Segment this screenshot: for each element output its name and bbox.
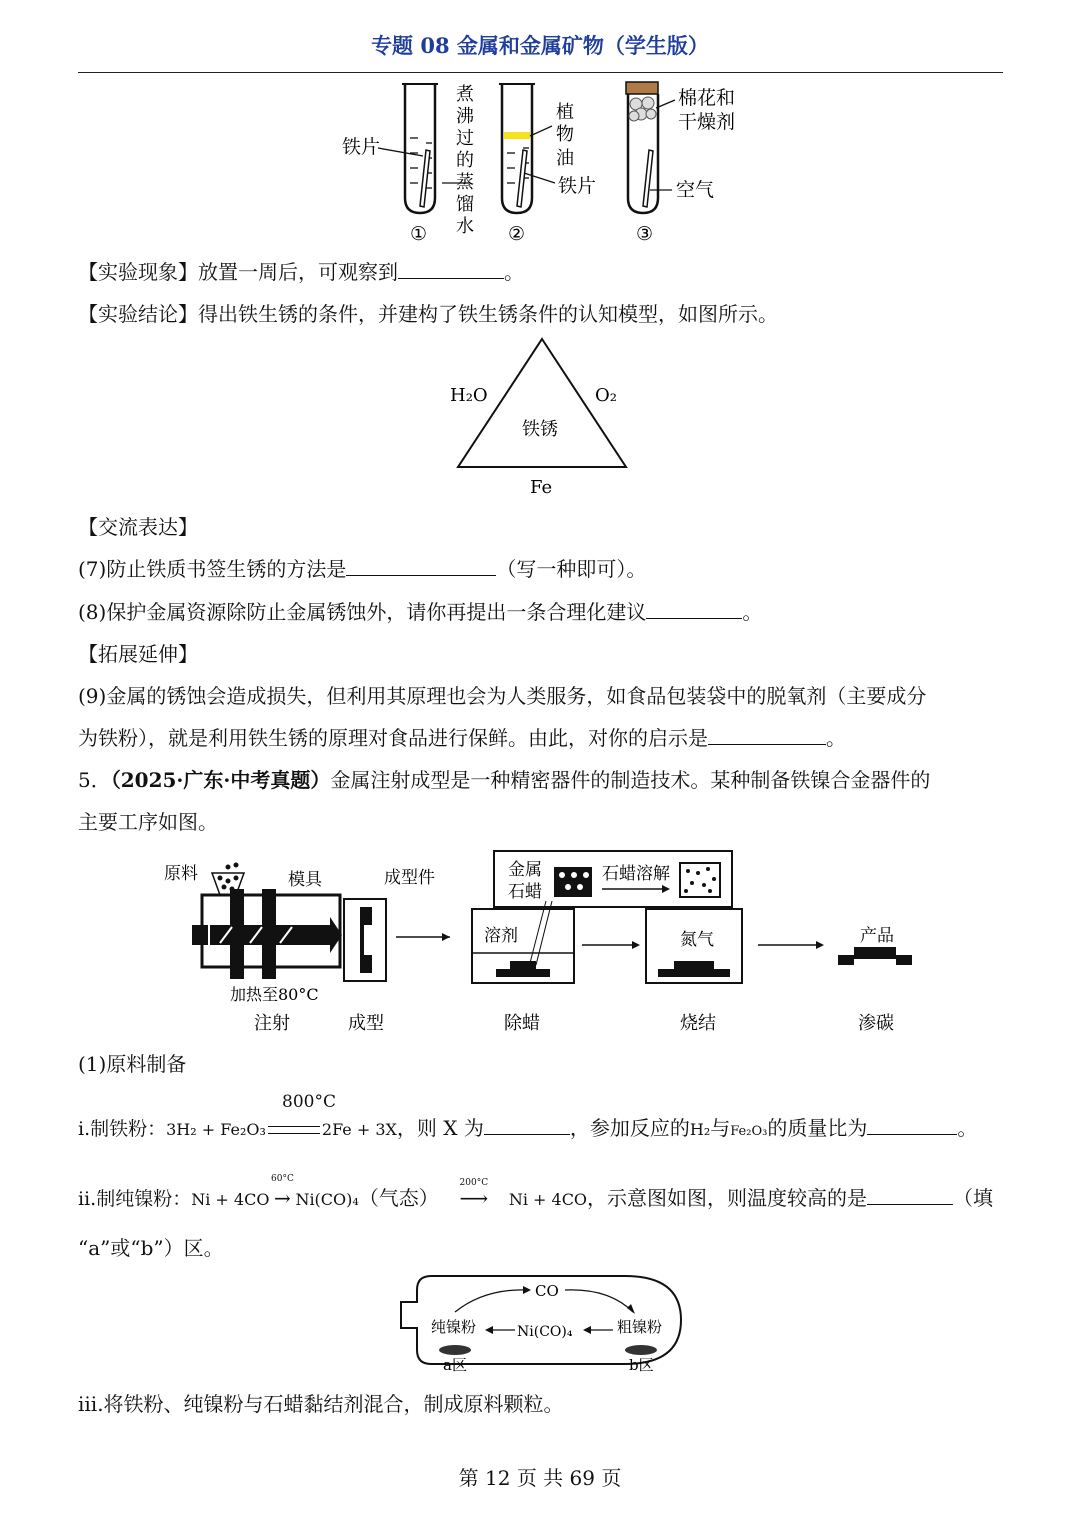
rust-condition-triangle — [440, 335, 640, 505]
tube2-iron-label: 铁片 — [558, 175, 597, 197]
metal-label: 金属 — [508, 860, 542, 880]
question-5-line1: 5．（2025·广东·中考真题）金属注射成型是一种精密器件的制造技术。某种制备铁镍合金器件的 — [78, 768, 931, 792]
svg-text:蒸: 蒸 — [456, 172, 474, 193]
iron-strip-3 — [643, 150, 653, 207]
answer-blank[interactable] — [346, 557, 496, 576]
question-iii: ⅲ.将铁粉、纯镍粉与石蜡黏结剂混合，制成原料颗粒。 — [78, 1392, 564, 1416]
triangle-oxygen: O₂ — [595, 385, 617, 406]
svg-text:过: 过 — [456, 128, 474, 149]
svg-text:物: 物 — [556, 124, 574, 145]
tube-number-2: ② — [508, 223, 526, 245]
question-i: ⅰ.制铁粉：3H₂ + Fe₂O₃ 2Fe + 3X，则 X 为 ，参加反应的H₂与Fe₂O₃的质量比为 。 — [78, 1116, 978, 1140]
test-tubes-figure — [330, 78, 760, 248]
svg-text:植: 植 — [556, 102, 574, 123]
question-9-line2: 为铁粉），就是利用铁生锈的原理对食品进行保鲜。由此，对你的启示是 。 — [78, 726, 846, 750]
process-figure — [150, 845, 930, 1040]
question-5-line2: 主要工序如图。 — [78, 810, 218, 834]
cotton-desiccant — [629, 97, 656, 121]
crude-nickel-label: 粗镍粉 — [617, 1318, 663, 1336]
tube3-cotton-label: 棉花和 — [678, 87, 736, 109]
experiment-phenomenon: 【实验现象】放置一周后，可观察到 。 — [78, 260, 524, 284]
triangle-iron: Fe — [530, 477, 553, 498]
svg-text:馏: 馏 — [456, 194, 474, 215]
test-tube-1 — [405, 84, 435, 213]
tube3-stopper — [626, 82, 658, 94]
triangle-rust: 铁锈 — [522, 419, 558, 440]
iron-strip-1 — [420, 150, 430, 207]
nickel-tube-figure — [395, 1270, 685, 1375]
svg-text:油: 油 — [556, 148, 574, 169]
page-header-title: 专题 08 金属和金属矿物（学生版） — [371, 33, 709, 58]
answer-blank[interactable] — [646, 600, 742, 619]
crude-nickel-pile — [625, 1345, 657, 1355]
section-extend: 【拓展延伸】 — [78, 642, 198, 666]
step-inject: 注射 — [254, 1013, 290, 1034]
region-a-label: a区 — [443, 1356, 467, 1374]
svg-text:煮: 煮 — [456, 84, 474, 105]
answer-blank-region[interactable] — [867, 1186, 953, 1205]
answer-blank-ratio[interactable] — [867, 1116, 957, 1135]
solvent-label: 溶剂 — [484, 926, 518, 946]
co-label: CO — [535, 1282, 559, 1300]
step-sinter: 烧结 — [680, 1013, 716, 1034]
subsection-1: (1)原料制备 — [78, 1052, 187, 1076]
wax-dissolve-label: 石蜡溶解 — [602, 864, 670, 884]
question-8: (8)保护金属资源除防止金属锈蚀外，请你再提出一条合理化建议 。 — [78, 600, 763, 624]
question-ii: ⅱ.制纯镍粉：Ni + 4CO 60°C → Ni(CO)₄（气态） 200°C ⟶ Ni + 4CO，示意图如图，则温度较高的是 （填 — [78, 1174, 994, 1210]
step-form: 成型 — [348, 1013, 384, 1034]
formed-part-label: 成型件 — [384, 868, 435, 888]
wax-label: 石蜡 — [508, 882, 542, 902]
nitrogen-label: 氮气 — [680, 930, 714, 950]
tube3-desiccant-label: 干燥剂 — [678, 111, 736, 133]
mold-label: 模具 — [288, 870, 322, 890]
question-7: (7)防止铁质书签生锈的方法是 （写一种即可）。 — [78, 557, 647, 581]
answer-blank-x[interactable] — [484, 1116, 570, 1135]
header-divider — [78, 72, 1003, 73]
answer-blank[interactable] — [398, 260, 504, 279]
tube2-oil-label — [556, 102, 574, 169]
question-ii-line2: “a”或“b”）区。 — [78, 1236, 224, 1260]
nico-label: Ni(CO)₄ — [517, 1324, 573, 1340]
svg-text:沸: 沸 — [456, 106, 474, 127]
tube-number-3: ③ — [636, 223, 654, 245]
answer-blank[interactable] — [708, 726, 826, 745]
equals-sign — [268, 1126, 320, 1134]
section-exchange: 【交流表达】 — [78, 515, 198, 539]
pure-nickel-pile — [439, 1345, 471, 1355]
tube1-iron-label: 铁片 — [342, 136, 381, 158]
triangle-water: H₂O — [450, 385, 488, 406]
reaction-temp-800: 800°C — [282, 1092, 336, 1112]
heat-label: 加热至80°C — [230, 985, 319, 1004]
step-dewax: 除蜡 — [504, 1013, 540, 1034]
vegetable-oil-layer — [504, 132, 530, 139]
step-carburize: 渗碳 — [858, 1013, 894, 1034]
region-b-label: b区 — [629, 1356, 654, 1374]
raw-material-label: 原料 — [164, 864, 198, 884]
pure-nickel-label: 纯镍粉 — [431, 1318, 477, 1336]
tube1-water-label — [456, 84, 474, 237]
svg-text:的: 的 — [456, 150, 474, 171]
tube-number-1: ① — [410, 223, 428, 245]
svg-text:水: 水 — [456, 216, 474, 237]
product-label: 产品 — [860, 926, 894, 946]
question-9-line1: (9)金属的锈蚀会造成损失，但利用其原理也会为人类服务，如食品包装袋中的脱氧剂（主要成分 — [78, 684, 927, 708]
tube3-air-label: 空气 — [676, 179, 715, 201]
experiment-conclusion: 【实验结论】得出铁生锈的条件，并建构了铁生锈条件的认知模型，如图所示。 — [78, 302, 778, 326]
page-footer: 第 12 页 共 69 页 — [458, 1466, 622, 1490]
product — [838, 947, 912, 965]
